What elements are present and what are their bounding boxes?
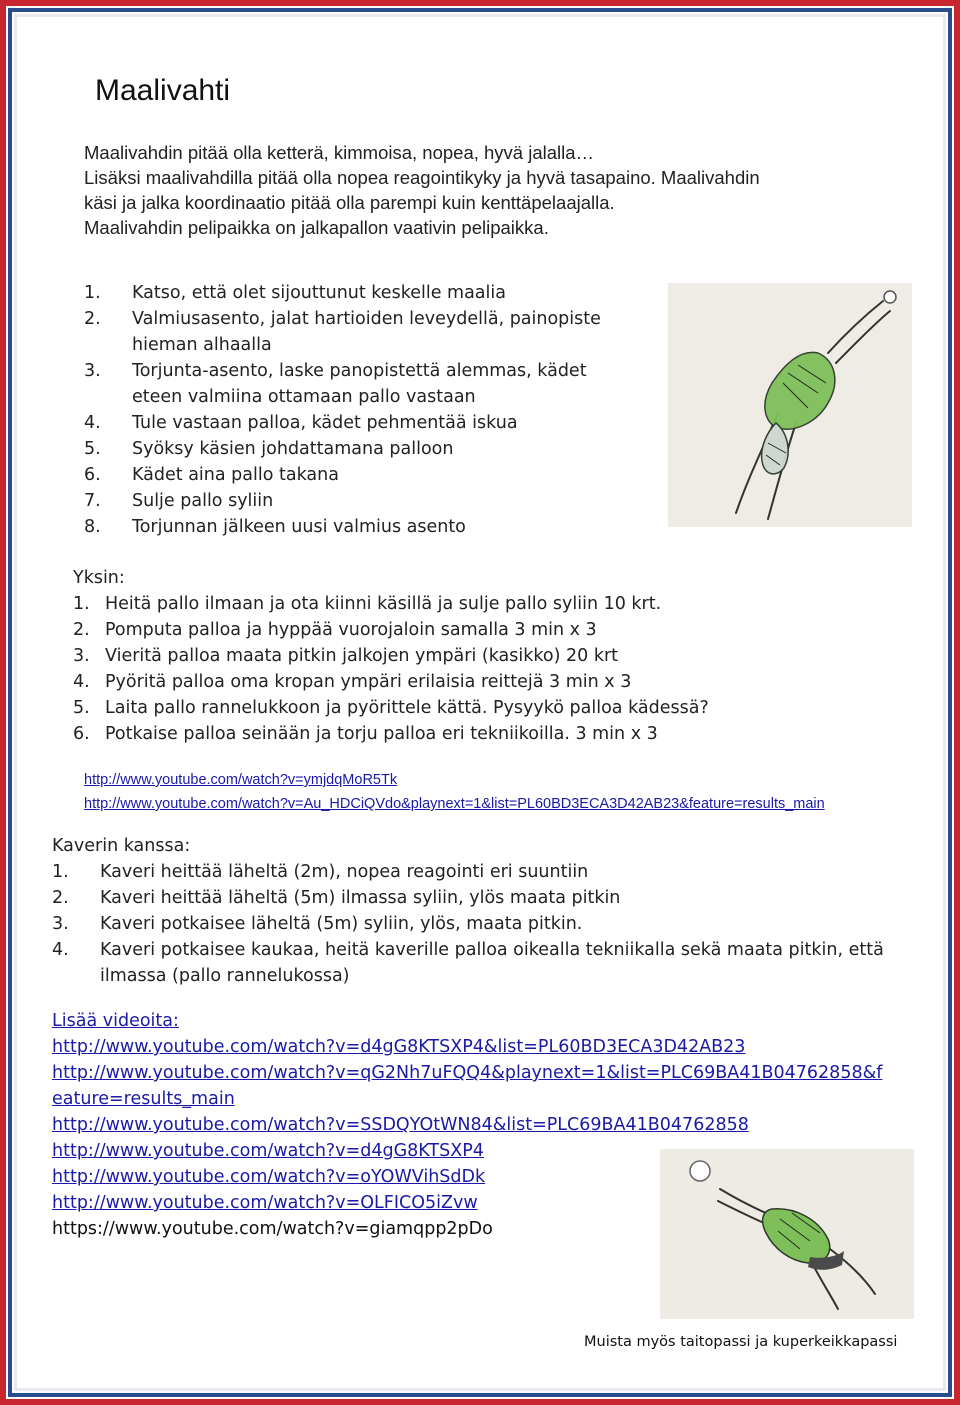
- list-item: 2. Valmiusasento, jalat hartioiden leveydellä, painopiste: [84, 309, 601, 329]
- plain-url-text: https://www.youtube.com/watch?v=giamqpp2pDo: [52, 1219, 493, 1239]
- list-item: 6. Kädet aina pallo takana: [84, 465, 339, 485]
- intro-line: käsi ja jalka koordinaatio pitää olla parempi kuin kenttäpelaajalla.: [84, 192, 615, 213]
- intro-text: [84, 140, 760, 240]
- youtube-link[interactable]: http://www.youtube.com/watch?v=Au_HDCiQVdo&playnext=1&list=PL60BD3ECA3D42AB23&feature=results_main: [84, 796, 825, 812]
- solo-drills: [73, 565, 709, 747]
- youtube-link[interactable]: http://www.youtube.com/watch?v=qG2Nh7uFQQ4&playnext=1&list=PLC69BA41B04762858&f: [52, 1063, 883, 1083]
- list-item: 4. Pyöritä palloa oma kropan ympäri erilaisia reittejä 3 min x 3: [73, 672, 632, 692]
- goalkeeper-drawing: [668, 283, 912, 527]
- goalkeeper-dive-drawing: [660, 1149, 914, 1319]
- list-item-continuation: eteen valmiina ottamaan pallo vastaan: [132, 387, 476, 407]
- page-title: Maalivahti: [95, 74, 231, 107]
- technique-steps-list: [84, 280, 601, 540]
- youtube-link[interactable]: http://www.youtube.com/watch?v=SSDQYOtWN84&list=PLC69BA41B04762858: [52, 1115, 749, 1135]
- list-item: 3. Kaveri potkaisee läheltä (5m) syliin, ylös, maata pitkin.: [52, 914, 583, 934]
- list-item: 7. Sulje pallo syliin: [84, 491, 274, 511]
- video-links-small: [84, 768, 825, 816]
- partner-drills: [52, 833, 884, 989]
- list-item: 1. Katso, että olet sijouttunut keskelle maalia: [84, 283, 506, 303]
- list-item: 5. Syöksy käsien johdattamana palloon: [84, 439, 454, 459]
- more-videos-heading-link[interactable]: Lisää videoita:: [52, 1011, 179, 1031]
- section-heading: Kaverin kanssa:: [52, 836, 191, 856]
- list-item-continuation: hieman alhaalla: [132, 335, 272, 355]
- list-item: 5. Laita pallo rannelukkoon ja pyörittele kättä. Pysyykö palloa kädessä?: [73, 698, 709, 718]
- youtube-link[interactable]: http://www.youtube.com/watch?v=d4gG8KTSXP4: [52, 1141, 484, 1161]
- youtube-link[interactable]: http://www.youtube.com/watch?v=oYOWVihSdDk: [52, 1167, 486, 1187]
- list-item: 3. Vieritä palloa maata pitkin jalkojen ympäri (kasikko) 20 krt: [73, 646, 619, 666]
- youtube-link[interactable]: http://www.youtube.com/watch?v=ymjdqMoR5Tk: [84, 772, 398, 788]
- intro-line: Maalivahdin pelipaikka on jalkapallon vaativin pelipaikka.: [84, 217, 549, 238]
- footer-caption: Muista myös taitopassi ja kuperkeikkapassi: [584, 1334, 898, 1350]
- youtube-link-continuation[interactable]: eature=results_main: [52, 1089, 235, 1109]
- list-item: 1. Kaveri heittää läheltä (2m), nopea reagointi eri suuntiin: [52, 862, 589, 882]
- youtube-link[interactable]: http://www.youtube.com/watch?v=d4gG8KTSXP4&list=PL60BD3ECA3D42AB23: [52, 1037, 746, 1057]
- list-item: 1. Heitä pallo ilmaan ja ota kiinni käsillä ja sulje pallo syliin 10 krt.: [73, 594, 662, 614]
- list-item: 2. Pomputa palloa ja hyppää vuorojaloin samalla 3 min x 3: [73, 620, 597, 640]
- intro-line: Lisäksi maalivahdilla pitää olla nopea reagointikyky ja hyvä tasapaino. Maalivahdin: [84, 167, 760, 188]
- goalkeeper-sketch-image: [668, 283, 912, 527]
- list-item: 4. Kaveri potkaisee kaukaa, heitä kaverille palloa oikealla tekniikalla sekä maata pitkin, että: [52, 940, 884, 960]
- list-item: 3. Torjunta-asento, laske panopistettä alemmas, kädet: [84, 361, 587, 381]
- youtube-link[interactable]: http://www.youtube.com/watch?v=OLFICO5iZvw: [52, 1193, 478, 1213]
- list-item: 4. Tule vastaan palloa, kädet pehmentää iskua: [84, 413, 518, 433]
- list-item-continuation: ilmassa (pallo rannelukossa): [100, 966, 350, 986]
- diving-goalkeeper-image: [660, 1149, 914, 1319]
- intro-line: Maalivahdin pitää olla ketterä, kimmoisa, nopea, hyvä jalalla…: [84, 142, 595, 163]
- list-item: 2. Kaveri heittää läheltä (5m) ilmassa syliin, ylös maata pitkin: [52, 888, 621, 908]
- section-heading: Yksin:: [73, 568, 125, 588]
- list-item: 6. Potkaise palloa seinään ja torju palloa eri tekniikoilla. 3 min x 3: [73, 724, 658, 744]
- list-item: 8. Torjunnan jälkeen uusi valmius asento: [84, 517, 466, 537]
